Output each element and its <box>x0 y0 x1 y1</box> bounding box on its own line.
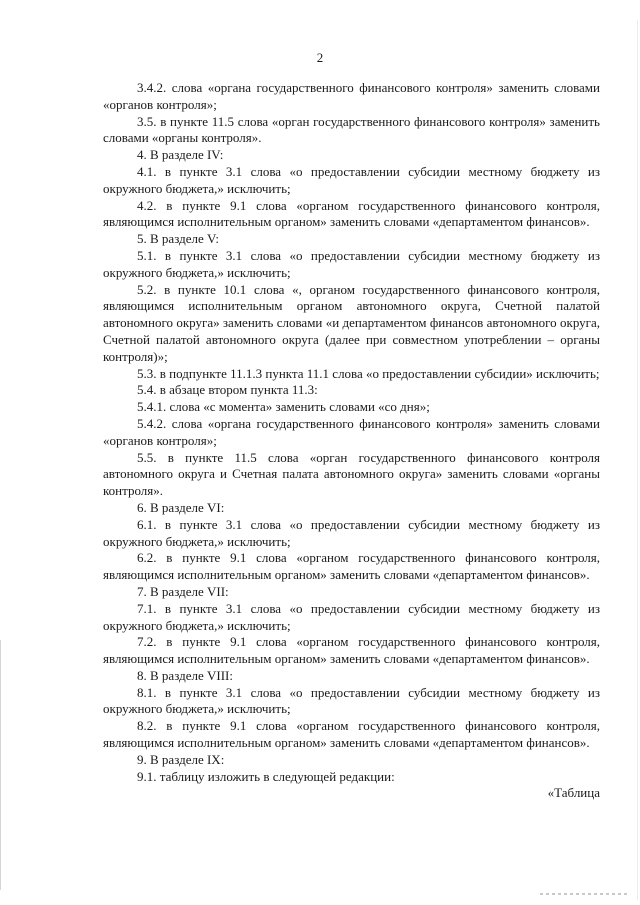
paragraph: 4. В разделе IV: <box>137 147 224 163</box>
scan-edge-left <box>0 640 1 890</box>
paragraph: 5.5. в пункте 11.5 слова «орган государственного финансового контроля автономного округа и Счетная палата автономного округа» заменить словами «органы контроля». <box>103 449 600 499</box>
paragraph: 4.2. в пункте 9.1 слова «органом государственного финансового контроля, являющимся исполнительным органом» заменить словами «департаментом финансов». <box>103 197 600 230</box>
paragraph: 4.1. в пункте 3.1 слова «о предоставлении субсидии местному бюджету из окружного бюджета,» исключить; <box>103 163 600 196</box>
paragraph: 6.2. в пункте 9.1 слова «органом государственного финансового контроля, являющимся исполнительным органом» заменить словами «департаментом финансов». <box>103 550 600 583</box>
paragraph: 5.1. в пункте 3.1 слова «о предоставлении субсидии местному бюджету из окружного бюджета,» исключить; <box>103 247 600 280</box>
paragraph: 8.2. в пункте 9.1 слова «органом государственного финансового контроля, являющимся исполнительным органом» заменить словами «департаментом финансов». <box>103 718 600 751</box>
scan-artifact <box>540 893 630 895</box>
paragraph: 8. В разделе VIII: <box>137 667 233 683</box>
scan-edge-right <box>637 20 638 900</box>
paragraph: 3.5. в пункте 11.5 слова «орган государственного финансового контроля» заменить словами «органы контроля». <box>103 113 600 146</box>
paragraph: 3.4.2. слова «органа государственного финансового контроля» заменить словами «органов контроля»; <box>103 80 600 112</box>
paragraph: 5.2. в пункте 10.1 слова «, органом государственного финансового контроля, являющимся исполнительным органом автономного округа, Счетной палатой автономного округа» заменить словами «и департаментом финансов автономного округа, Счетной палатой автономного округа (далее при совместном употреблении – органы контроля)»; <box>103 281 600 364</box>
paragraph: 5. В разделе V: <box>137 231 220 247</box>
page-number: 2 <box>316 50 324 65</box>
paragraph: 7. В разделе VII: <box>137 583 229 599</box>
paragraph: 7.1. в пункте 3.1 слова «о предоставлении субсидии местному бюджету из окружного бюджета,» исключить; <box>103 600 600 633</box>
paragraph: 8.1. в пункте 3.1 слова «о предоставлении субсидии местному бюджету из окружного бюджета,» исключить; <box>103 684 600 717</box>
paragraph: 5.4. в абзаце втором пункта 11.3: <box>137 382 318 398</box>
paragraph: 6.1. в пункте 3.1 слова «о предоставлении субсидии местному бюджету из окружного бюджета,» исключить; <box>103 516 600 549</box>
paragraph: 9.1. таблицу изложить в следующей редакции: <box>137 768 395 784</box>
paragraph: 6. В разделе VI: <box>137 499 225 515</box>
document-body <box>103 80 600 802</box>
paragraph: 5.4.2. слова «органа государственного финансового контроля» заменить словами «органов контроля»; <box>103 415 600 448</box>
paragraph: 5.4.1. слова «с момента» заменить словами «со дня»; <box>137 399 430 415</box>
paragraph: 5.3. в подпункте 11.1.3 пункта 11.1 слова «о предоставлении субсидии» исключить; <box>137 365 600 381</box>
paragraph: 9. В разделе IX: <box>137 751 225 767</box>
paragraph: 7.2. в пункте 9.1 слова «органом государственного финансового контроля, являющимся исполнительным органом» заменить словами «департаментом финансов». <box>103 634 600 667</box>
table-caption: «Таблица <box>547 785 600 801</box>
